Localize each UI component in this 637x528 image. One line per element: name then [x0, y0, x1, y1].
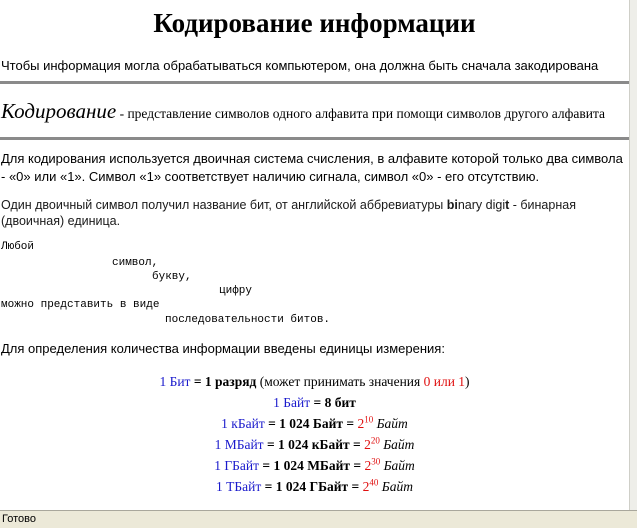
paragraph-bit: Один двоичный символ получил название бит, от английской аббревиатуры binary digit - бинарная (двоичная) единица. [1, 198, 576, 228]
paragraph-binary-system: Для кодирования используется двоичная система счисления, в алфавите которой только два символа - «0» или «1». Символ «1» соответствует наличию сигнала, символ «0» - его отсутствию. [1, 151, 623, 184]
page-title: Кодирование информации [153, 8, 476, 38]
vertical-scrollbar[interactable] [629, 0, 637, 510]
unit-row-kbyte: 1 кБайт = 1 024 Байт = $2^{10}$ Байт [221, 414, 408, 431]
poem-line: букву, [152, 271, 192, 283]
poem-line: символ, [112, 257, 159, 269]
definition-text: - представление символов одного алфавита при помощи символов другого алфавита [116, 106, 606, 121]
unit-row-tbyte: 1 ТБайт = 1 024 ГБайт = $2^{40}$ Байт [216, 477, 413, 494]
unit-row-gbyte: 1 ГБайт = 1 024 МБайт = $2^{30}$ Байт [214, 456, 415, 473]
divider [0, 81, 629, 84]
poem-line: цифру [219, 285, 253, 297]
unit-row-byte: 1 Байт = 8 бит [273, 395, 356, 410]
poem-line: последовательности битов. [165, 314, 331, 326]
definition-term: Кодирование [1, 99, 117, 123]
poem-line: Любой [1, 241, 35, 253]
paragraph-units: Для определения количества информации введены единицы измерения: [1, 341, 445, 356]
poem-line: можно представить в виде [1, 299, 160, 311]
status-bar [0, 510, 637, 528]
units-list [0, 371, 629, 497]
definition [1, 99, 605, 124]
intro-text: Чтобы информация могла обрабатываться компьютером, она должна быть сначала закодирована [1, 58, 599, 73]
unit-row-mbyte: 1 МБайт = 1 024 кБайт = $2^{20}$ Байт [214, 435, 415, 452]
unit-row-bit: 1 Бит = 1 разряд (может принимать значения 0 или 1) [159, 374, 470, 389]
divider [0, 137, 629, 140]
status-text: Готово [2, 513, 36, 525]
